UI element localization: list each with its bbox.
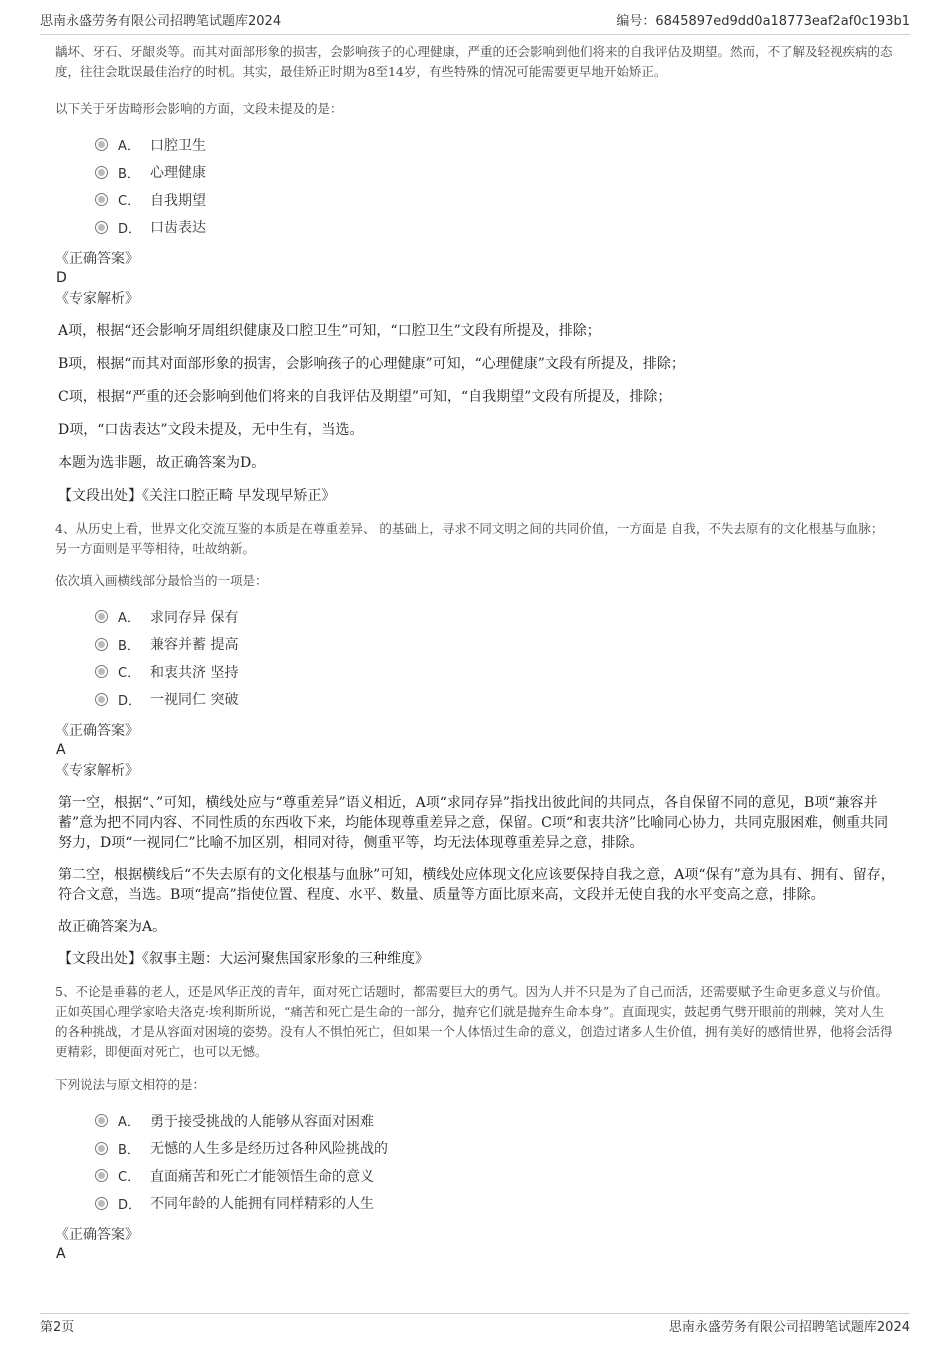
radio-icon[interactable] bbox=[95, 638, 108, 651]
header-serial: 编号：6845897ed9dd0a18773eaf2af0c193b1 bbox=[616, 14, 910, 29]
radio-icon[interactable] bbox=[95, 693, 108, 706]
radio-icon[interactable] bbox=[95, 166, 108, 179]
q4-options bbox=[95, 603, 895, 713]
q3-option-c[interactable]: C． 自我期望 bbox=[95, 186, 895, 214]
radio-icon[interactable] bbox=[95, 665, 108, 678]
q3-option-b[interactable]: B． 心理健康 bbox=[95, 159, 895, 187]
radio-icon[interactable] bbox=[95, 1114, 108, 1127]
q4-source: 【文段出处】《叙事主题：大运河聚焦国家形象的三种维度》 bbox=[58, 951, 429, 967]
q4-option-b[interactable]: B． 兼容并蓄 提高 bbox=[95, 631, 895, 659]
q4-analysis-label: 《专家解析》 bbox=[55, 763, 139, 779]
q3-answer-label: 《正确答案》 bbox=[55, 251, 139, 267]
radio-icon[interactable] bbox=[95, 1197, 108, 1210]
page-header bbox=[40, 10, 910, 35]
q4-passage: 4、从历史上看，世界文化交流互鉴的本质是在尊重差异、 的基础上，寻求不同文明之间的共同价值，一方面是 自我，不失去原有的文化根基与血脉；另一方面则是平等相待，吐故纳新。 bbox=[55, 521, 884, 556]
q3-passage-tail: 龋坏、牙石、牙龈炎等。而其对面部形象的损害，会影响孩子的心理健康，严重的还会影响到他们将来的自我评估及期望。然而，不了解及轻视疾病的态度，往往会耽误最佳治疗的时机。其实，最佳矫正时期为8至14岁，有些特殊的情况可能需要更早地开始矫正。 bbox=[55, 44, 893, 79]
radio-icon[interactable] bbox=[95, 1142, 108, 1155]
q4-answer-label: 《正确答案》 bbox=[55, 723, 139, 739]
q3-analysis-2: B项，根据“而其对面部形象的损害，会影响孩子的心理健康”可知，“心理健康”文段有所提及，排除； bbox=[58, 356, 685, 372]
q3-analysis-4: D项，“口齿表达”文段未提及，无中生有，当选。 bbox=[58, 422, 364, 438]
q4-analysis-2: 第二空，根据横线后“不失去原有的文化根基与血脉”可知，横线处应体现文化应该要保持自我之意，A项“保有”意为具有、拥有、留存，符合文意，当选。B项“提高”指使位置、程度、水平、数量、质量等方面比原来高，文段并无使自我的水平变高之意，排除。 bbox=[58, 867, 895, 903]
q5-option-d[interactable]: D． 不同年龄的人能拥有同样精彩的人生 bbox=[95, 1190, 895, 1218]
q5-option-a[interactable]: A． 勇于接受挑战的人能够从容面对困难 bbox=[95, 1107, 895, 1135]
radio-icon[interactable] bbox=[95, 193, 108, 206]
page-footer bbox=[40, 1313, 910, 1336]
q5-option-c[interactable]: C． 直面痛苦和死亡才能领悟生命的意义 bbox=[95, 1162, 895, 1190]
header-title: 思南永盛劳务有限公司招聘笔试题库2024 bbox=[40, 14, 282, 29]
radio-icon[interactable] bbox=[95, 610, 108, 623]
q3-option-a[interactable]: A． 口腔卫生 bbox=[95, 131, 895, 159]
q4-analysis-1: 第一空，根据“、”可知，横线处应与“尊重差异”语义相近，A项“求同存异”指找出彼此间的共同点，各自保留不同的意见，B项“兼容并蓄”意为把不同内容、不同性质的东西收下来，均能体现尊重差异之意，保留。C项“和衷共济”比喻同心协力，共同克服困难，侧重共同努力，D项“一视同仁”比喻不加区别，相同对待，侧重平等，均无法体现尊重差异之意，排除。 bbox=[58, 795, 889, 851]
q3-analysis-5: 本题为选非题，故正确答案为D。 bbox=[58, 455, 266, 471]
q5-answer: A bbox=[56, 1246, 66, 1262]
q4-option-c[interactable]: C． 和衷共济 坚持 bbox=[95, 658, 895, 686]
q5-passage: 5、不论是垂暮的老人，还是风华正茂的青年，面对死亡话题时，都需要巨大的勇气。因为人并不只是为了自己而活，还需要赋予生命更多意义与价值。正如英国心理学家哈夫洛克·埃利斯所说，“痛苦和死亡是生命的一部分，抛弃它们就是抛弃生命本身”。直面现实，鼓起勇气劈开眼前的荆棘，笑对人生的各种挑战，才是从容面对困境的姿势。没有人不惧怕死亡，但如果一个人体悟过生命的意义，创造过诸多人生价值，拥有美好的感情世界，他将会活得更精彩，即便面对死亡，也可以无憾。 bbox=[55, 984, 893, 1059]
q4-analysis-3: 故正确答案为A。 bbox=[58, 919, 167, 935]
q3-source: 【文段出处】《关注口腔正畸 早发现早矫正》 bbox=[58, 488, 336, 504]
q3-prompt: 以下关于牙齿畸形会影响的方面，文段未提及的是： bbox=[55, 101, 343, 116]
q4-option-a[interactable]: A． 求同存异 保有 bbox=[95, 603, 895, 631]
page-number: 第2页 bbox=[40, 1319, 75, 1335]
q5-prompt: 下列说法与原文相符的是： bbox=[55, 1077, 206, 1092]
q4-prompt: 依次填入画横线部分最恰当的一项是： bbox=[55, 573, 268, 588]
q3-analysis-1: A项，根据“还会影响牙周组织健康及口腔卫生”可知，“口腔卫生”文段有所提及，排除； bbox=[58, 323, 601, 339]
radio-icon[interactable] bbox=[95, 221, 108, 234]
q3-analysis-label: 《专家解析》 bbox=[55, 291, 139, 307]
q5-option-b[interactable]: B． 无憾的人生多是经历过各种风险挑战的 bbox=[95, 1135, 895, 1163]
radio-icon[interactable] bbox=[95, 138, 108, 151]
q4-option-d[interactable]: D． 一视同仁 突破 bbox=[95, 686, 895, 714]
radio-icon[interactable] bbox=[95, 1169, 108, 1182]
page-content bbox=[55, 42, 895, 1263]
q4-answer: A bbox=[56, 742, 66, 758]
q3-analysis-3: C项，根据“严重的还会影响到他们将来的自我评估及期望”可知，“自我期望”文段有所提及，排除； bbox=[58, 389, 672, 405]
footer-title: 思南永盛劳务有限公司招聘笔试题库2024 bbox=[668, 1319, 910, 1335]
q5-options bbox=[95, 1107, 895, 1217]
q3-answer: D bbox=[56, 270, 67, 286]
q3-options bbox=[95, 131, 895, 241]
q3-option-d[interactable]: D． 口齿表达 bbox=[95, 214, 895, 242]
q5-answer-label: 《正确答案》 bbox=[55, 1227, 139, 1243]
